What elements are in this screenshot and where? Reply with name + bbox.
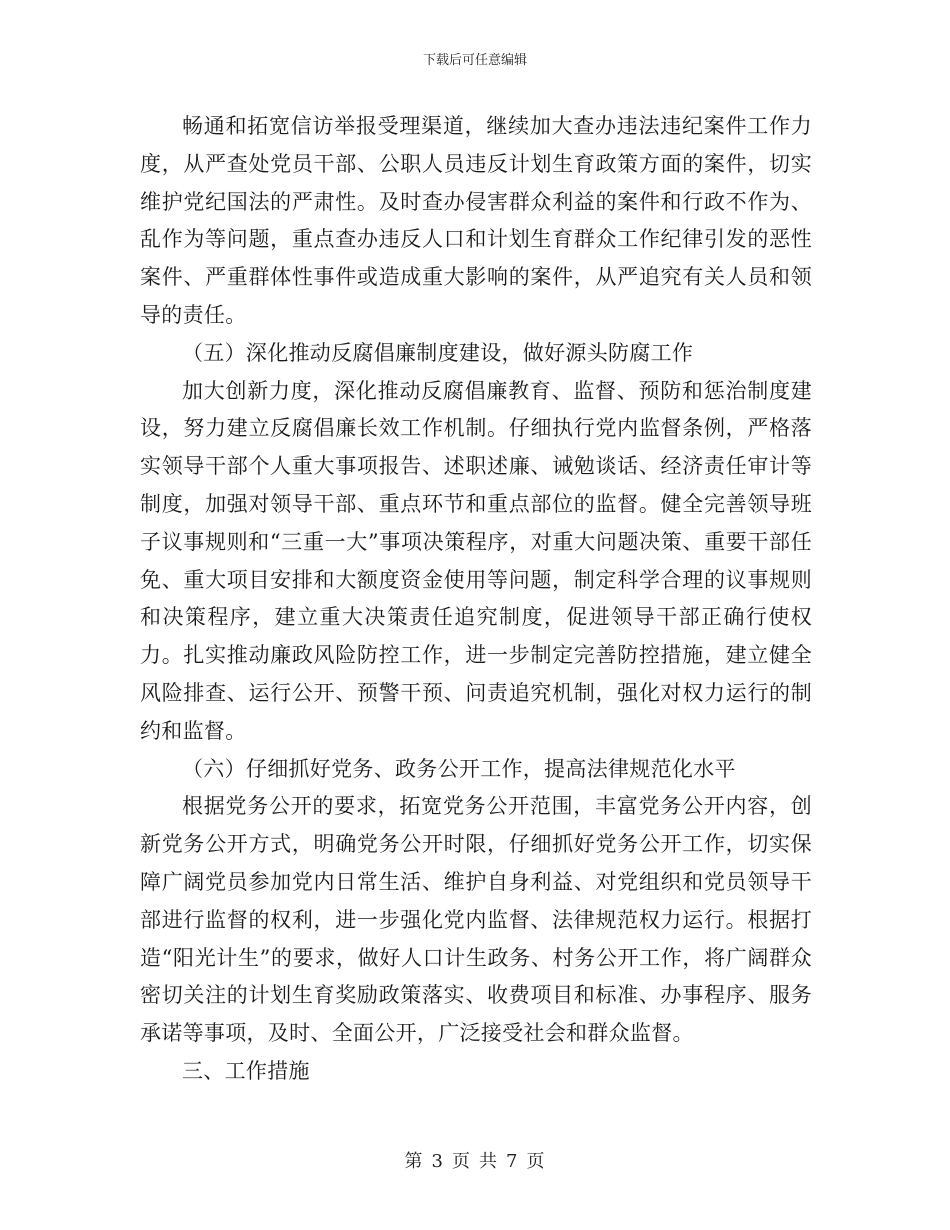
footer-label-mid: 页 [452,1151,471,1172]
section-heading-5: （五）深化推动反腐倡廉制度建设，做好源头防腐工作 [182,340,694,365]
paragraph-party-affairs-disclosure: 根据党务公开的要求，拓宽党务公开范围，丰富党务公开内容，创新党务公开方式，明确党务公开时限，仔细抓好党务公开工作，切实保障广阔党员参加党内日常生活、维护自身利益、对党组织和党员领导干部进行监督的权利，进一步强化党内监督、法律规范权力运行。根据打造“阳光计生”的要求，做好人口计生政务、村务公开工作，将广阔群众密切关注的计划生育奖励政策落实、收费项目和标准、办事程序、服务承诺等事项，及时、全面公开，广泛接受社会和群众监督。 [140,794,812,1046]
footer-label-suffix: 页 [526,1151,546,1172]
paragraph-anti-corruption-system: 加大创新力度，深化推动反腐倡廉教育、监督、预防和惩治制度建设，努力建立反腐倡廉长效工作机制。仔细执行党内监督条例，严格落实领导干部个人重大事项报告、述职述廉、诫勉谈话、经济责任审计等制度，加强对领导干部、重点环节和重点部位的监督。健全完善领导班子议事规则和“三重一大”事项决策程序，对重大问题决策、重要干部任免、重大项目安排和大额度资金使用等问题，制定科学合理的议事规则和决策程序，建立重大决策责任追究制度，促进领导干部正确行使权力。扎实推动廉政风险防控工作，进一步制定完善防控措施，建立健全风险排查、运行公开、预警干预、问责追究机制，强化对权力运行的制约和监督。 [140,378,812,743]
footer-label-prefix: 第 [404,1151,424,1172]
section-heading-work-measures: 三、工作措施 [182,1058,310,1083]
paragraph-petition-channels: 畅通和拓宽信访举报受理渠道，继续加大查办违法违纪案件工作力度，从严查处党员干部、公职人员违反计划生育政策方面的案件，切实维护党纪国法的严肃性。及时查办侵害群众利益的案件和行政不作为、乱作为等问题，重点查办违反人口和计划生育群众工作纪律引发的恶性案件、严重群体性事件或造成重大影响的案件，从严追究有关人员和领导的责任。 [140,114,812,327]
footer-total-pages: 7 [506,1151,519,1172]
document-body [140,108,812,1091]
footer-label-total: 共 [479,1151,498,1172]
page-number-footer [0,1150,950,1174]
page-header-note: 下载后可任意编辑 [422,53,527,68]
footer-current-page: 3 [431,1151,444,1172]
section-heading-6: （六）仔细抓好党务、政务公开工作，提高法律规范化水平 [182,756,736,781]
